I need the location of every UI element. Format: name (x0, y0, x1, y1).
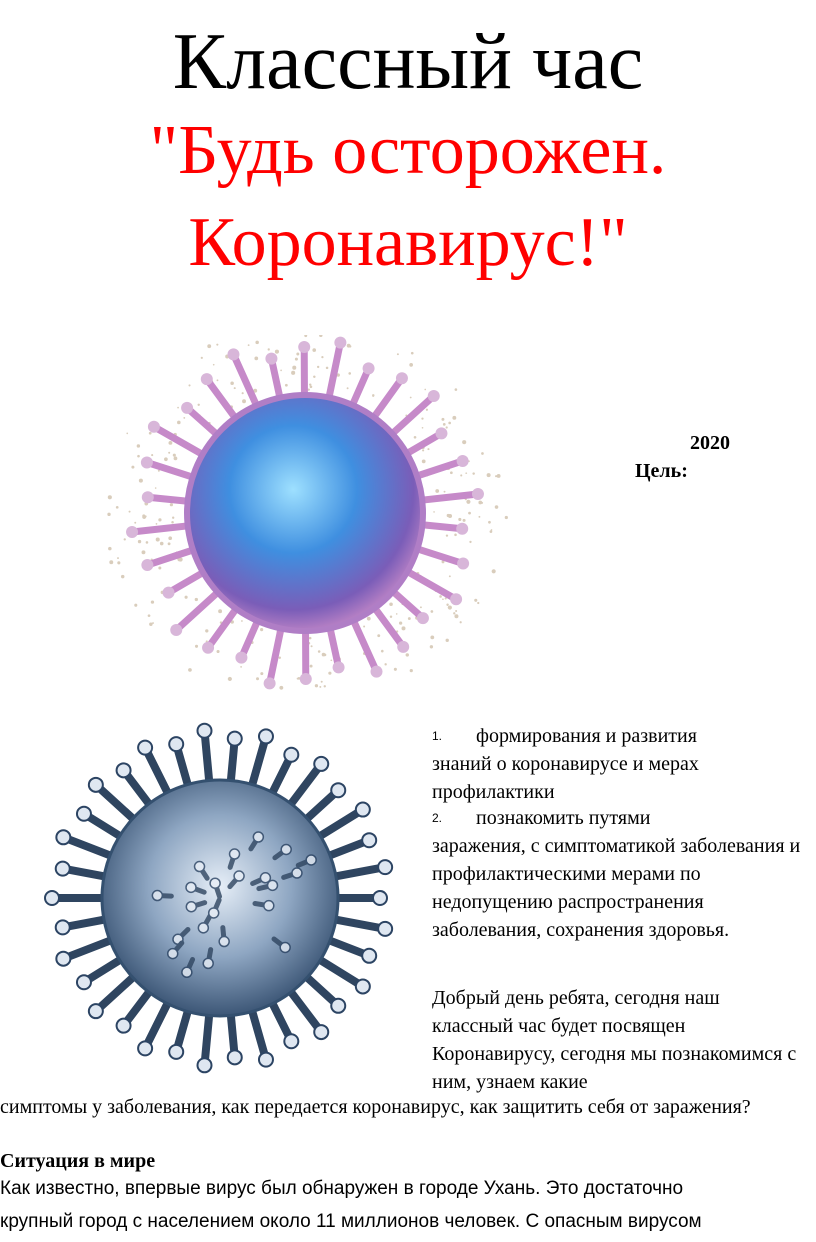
body-text-line-1: Как известно, впервые вирус был обнаружен в городе Ухань. Это достаточно (0, 1178, 684, 1199)
goal-item-1 (432, 722, 812, 806)
goal-text-rest: заражения, с симптоматикой заболевания и профилактическими мерами по недопущению распространения заболевания, сохранения здоровья. (432, 835, 801, 941)
goal-text-first-line: формирования и развития (476, 725, 697, 747)
goal-text-first-line: познакомить путями (476, 807, 651, 829)
virus-illustration-pink (90, 335, 520, 715)
page-title: Классный час (172, 18, 644, 106)
body-text-line-2: крупный город с населением около 11 миллионов человек. С опасным вирусом (0, 1211, 702, 1232)
goal-number: 1. (432, 729, 443, 743)
goal-number: 2. (432, 811, 443, 825)
goal-label: Цель: (635, 460, 688, 482)
intro-paragraph-continued: симптомы у заболевания, как передается коронавирус, как защитить себя от заражения? (0, 1096, 751, 1118)
goal-item-2 (432, 804, 812, 944)
virus-illustration-blue (30, 720, 410, 1080)
goal-text-rest: знаний о коронавирусе и мерах профилактики (432, 753, 699, 803)
section-heading: Ситуация в мире (0, 1150, 156, 1172)
subtitle-line-1: "Будь осторожен. (149, 112, 667, 189)
year-label: 2020 (690, 432, 730, 454)
intro-paragraph: Добрый день ребята, сегодня наш классный час будет посвящен Коронавирусу, сегодня мы познакомимся с ним, узнаем какие (432, 987, 797, 1093)
subtitle-line-2: Коронавирус!" (188, 204, 628, 281)
